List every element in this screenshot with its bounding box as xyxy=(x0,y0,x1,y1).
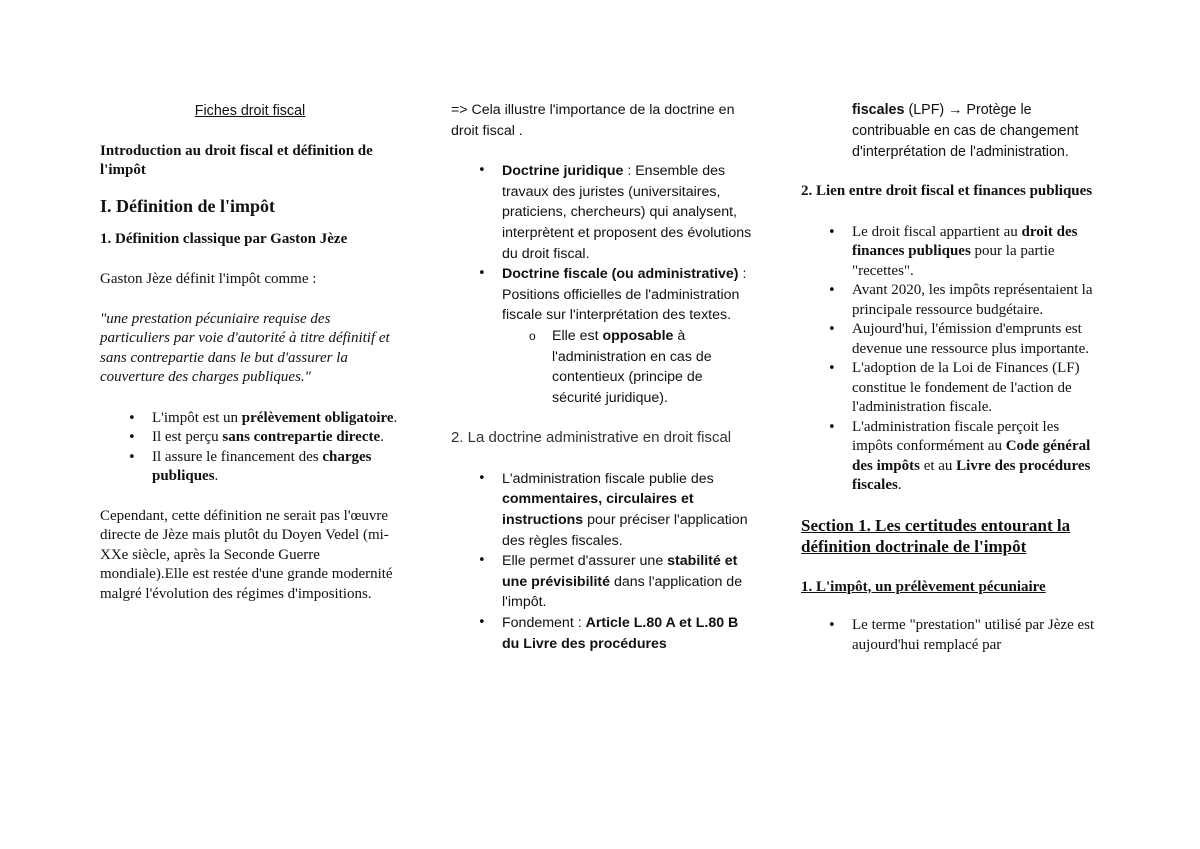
list-item: • Le terme "prestation" utilisé par Jèze est aujourd'hui remplacé par xyxy=(852,616,1101,655)
column-3 xyxy=(801,100,1101,655)
jeze-intro: Gaston Jèze définit l'impôt comme : xyxy=(100,271,317,287)
doctrine-list xyxy=(502,161,756,408)
prestation-list xyxy=(852,616,1101,655)
closing-paragraph: Cependant, cette définition ne serait pas l'œuvre directe de Jèze mais plutôt du Doyen Vedel (mi-XXe siècle, après la Seconde Guerre mondiale).Elle est restée d'une grande modernité malgré l'évolution des régimes d'impositions. xyxy=(100,507,393,602)
definition-bullets xyxy=(152,409,400,487)
sub-list xyxy=(552,326,756,408)
subheading-doctrine-admin: 2. La doctrine administrative en droit fiscal xyxy=(451,429,732,447)
intro-heading: Introduction au droit fiscal et définition de l'impôt xyxy=(100,142,373,178)
list-item: • L'administration fiscale publie des commentaires, circulaires et instructions pour préciser l'application des règles fiscales. xyxy=(502,469,756,551)
list-item: • Le droit fiscal appartient au droit des finances publiques pour la partie "recettes". xyxy=(852,223,1101,282)
list-item: • Avant 2020, les impôts représentaient la principale ressource budgétaire. xyxy=(852,281,1101,320)
list-item: • L'impôt est un prélèvement obligatoire. xyxy=(152,409,400,429)
document-title: Fiches droit fiscal xyxy=(194,103,306,119)
sub-list-item: o Elle est opposable à l'administration en cas de contentieux (principe de sécurité juridique). xyxy=(552,326,756,408)
subheading-prelevement: 1. L'impôt, un prélèvement pécuniaire xyxy=(801,578,1046,595)
list-item: • L'administration fiscale perçoit les impôts conformément au Code général des impôts et au Livre des procédures fiscales. xyxy=(852,418,1101,496)
list-item: • Il est perçu sans contrepartie directe. xyxy=(152,428,400,448)
column-2 xyxy=(451,100,756,654)
column-1 xyxy=(100,100,400,604)
list-item: • Il assure le financement des charges publiques. xyxy=(152,448,400,487)
jeze-quote: "une prestation pécuniaire requise des particuliers par voie d'autorité à titre définitif et sans contrepartie dans le but d'assurer la couverture des charges publiques." xyxy=(100,310,390,385)
doctrine-intro: => Cela illustre l'importance de la doctrine en droit fiscal . xyxy=(451,102,735,139)
finances-list xyxy=(852,223,1101,496)
list-item: • Elle permet d'assurer une stabilité et une prévisibilité dans l'application de l'impôt. xyxy=(502,551,756,613)
list-item: • Doctrine juridique : Ensemble des travaux des juristes (universitaires, praticiens, chercheurs) qui analysent, interprètent et proposent des évolutions du droit fiscal. xyxy=(502,161,756,264)
admin-list xyxy=(502,469,756,654)
subheading-jeze: 1. Définition classique par Gaston Jèze xyxy=(100,230,348,247)
list-item: • Fondement : Article L.80 A et L.80 B du Livre des procédures xyxy=(502,613,756,654)
section-1-heading: Section 1. Les certitudes entourant la définition doctrinale de l'impôt xyxy=(801,515,1071,556)
section-heading-I: I. Définition de l'impôt xyxy=(100,195,276,216)
list-item: • L'adoption de la Loi de Finances (LF) constitue le fondement de l'action de l'administration fiscale. xyxy=(852,359,1101,418)
subheading-finances-publiques: 2. Lien entre droit fiscal et finances publiques xyxy=(801,183,1093,199)
list-item: • Aujourd'hui, l'émission d'emprunts est devenue une ressource plus importante. xyxy=(852,320,1101,359)
list-item: • Doctrine fiscale (ou administrative) : Positions officielles de l'administration fiscale sur l'interprétation des textes. o Elle est opposable à l'administration en cas de contentieux (principe de sécurité juridique). xyxy=(502,264,756,408)
lpf-continuation: fiscales (LPF) → Protège le contribuable en cas de changement d'interprétation de l'administration. xyxy=(852,102,1079,160)
